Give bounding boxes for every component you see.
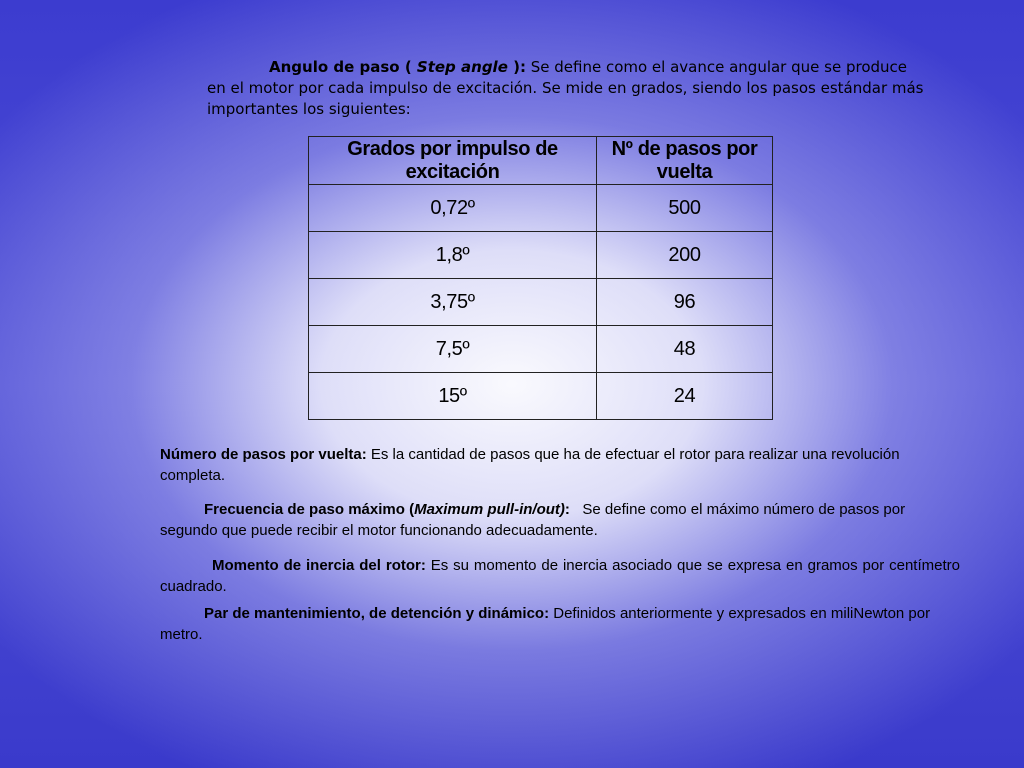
max-frequency-label xyxy=(204,501,570,518)
table-header-steps: Nº de pasos por vuelta xyxy=(597,137,773,185)
table-header-degrees: Grados por impulso de excitación xyxy=(309,137,597,185)
table-cell-degrees: 3,75º xyxy=(309,279,597,326)
table-cell-degrees: 1,8º xyxy=(309,232,597,279)
holding-torque-paragraph xyxy=(160,603,960,645)
rotor-inertia-paragraph xyxy=(160,555,960,597)
table-cell-steps: 500 xyxy=(597,185,773,232)
steps-per-revolution-label: Número de pasos por vuelta: xyxy=(160,446,367,463)
step-angle-label xyxy=(269,58,526,76)
max-frequency-label-italic: Maximum pull-in/out) xyxy=(414,501,565,518)
table-cell-degrees: 0,72º xyxy=(309,185,597,232)
rotor-inertia-text: Es su momento de inercia asociado que se expresa en gramos por centímetro cuadrado. xyxy=(160,557,960,595)
step-angle-label-suffix: ): xyxy=(507,58,526,76)
table-row xyxy=(309,326,773,373)
step-angle-table xyxy=(308,136,773,420)
table-cell-degrees: 15º xyxy=(309,373,597,420)
max-frequency-label-prefix: Frecuencia de paso máximo ( xyxy=(204,501,415,518)
table-row xyxy=(309,373,773,420)
table-row xyxy=(309,185,773,232)
steps-per-revolution-paragraph xyxy=(160,444,960,486)
intro-paragraph xyxy=(207,57,927,120)
table-row xyxy=(309,279,773,326)
max-frequency-text: Se define como el máximo número de pasos por segundo que puede recibir el motor funcionando adecuadamente. xyxy=(160,501,910,539)
table-cell-steps: 96 xyxy=(597,279,773,326)
steps-per-revolution-text: Es la cantidad de pasos que ha de efectuar el rotor para realizar una revolución completa. xyxy=(160,446,900,484)
table-cell-steps: 48 xyxy=(597,326,773,373)
table-header-row xyxy=(309,137,773,185)
max-frequency-paragraph xyxy=(160,499,960,541)
table-row xyxy=(309,232,773,279)
rotor-inertia-label: Momento de inercia del rotor: xyxy=(212,557,426,574)
table-cell-degrees: 7,5º xyxy=(309,326,597,373)
table-cell-steps: 24 xyxy=(597,373,773,420)
step-angle-text: Se define como el avance angular que se produce en el motor por cada impulso de excitación. Se mide en grados, siendo los pasos estándar más importantes los siguientes: xyxy=(207,58,924,118)
table-cell-steps: 200 xyxy=(597,232,773,279)
step-angle-label-italic: Step angle xyxy=(416,58,508,76)
step-angle-label-prefix: Angulo de paso ( xyxy=(269,58,417,76)
holding-torque-text: Definidos anteriormente y expresados en miliNewton por metro. xyxy=(160,605,931,643)
holding-torque-label: Par de mantenimiento, de detención y dinámico: xyxy=(204,605,550,622)
max-frequency-label-suffix: : xyxy=(564,501,570,518)
